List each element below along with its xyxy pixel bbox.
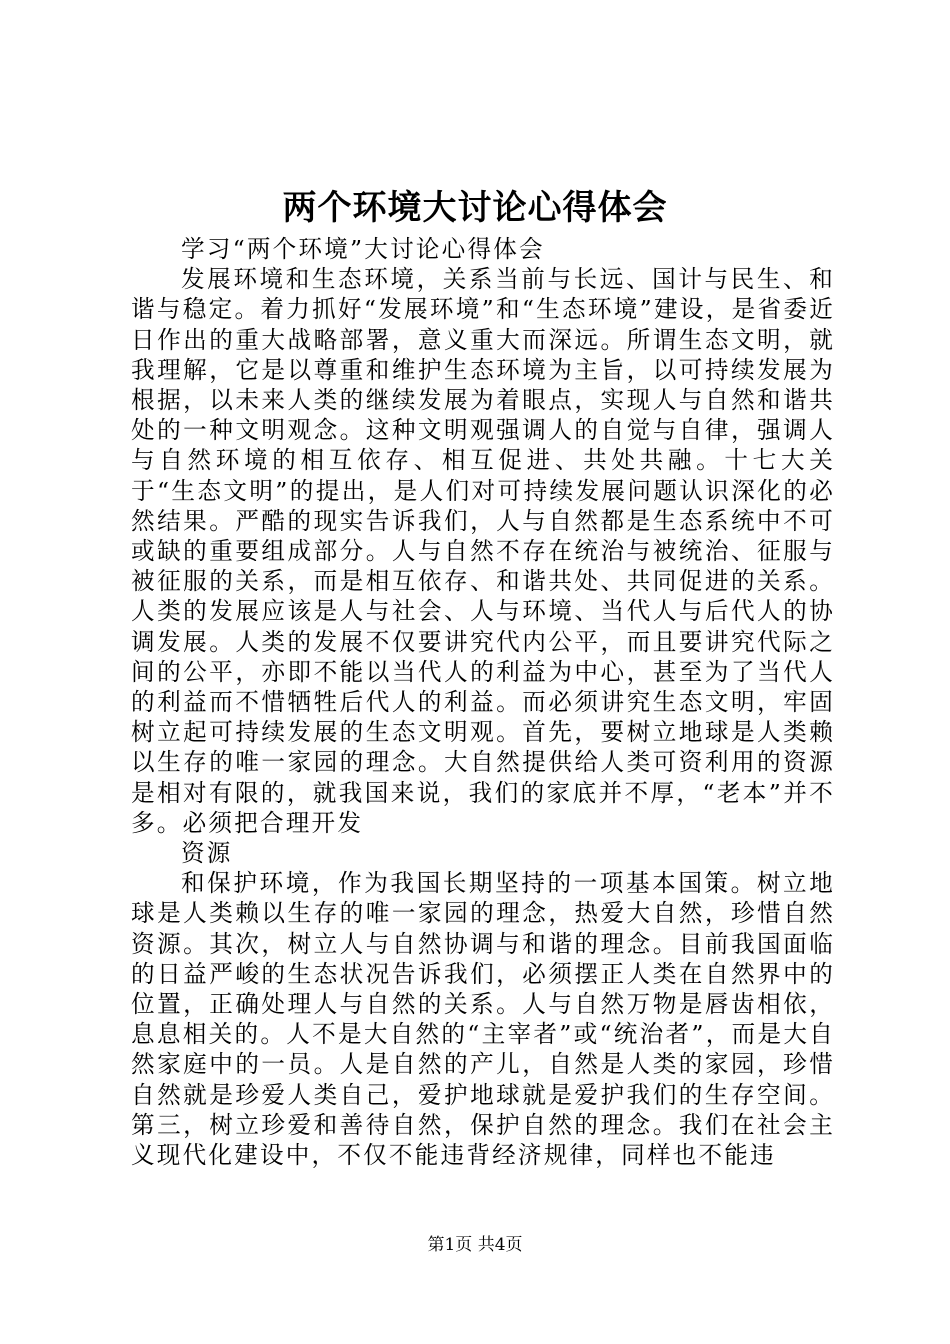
body-paragraph-1: 发展环境和生态环境，关系当前与长远、国计与民生、和谐与稳定。着力抓好“发展环境”和“生态环境”建设，是省委近日作出的重大战略部署，意义重大而深远。所谓生态文明，就我理解，它是以尊重和维护生态环境为主旨，以可持续发展为根据，以未来人类的继续发展为着眼点，实现人与自然和谐共处的一种文明观念。这种文明观强调人的自觉与自律，强调人与自然环境的相互依存、相互促进、共处共融。十七大关于“生态文明”的提出，是人们对可持续发展问题认识深化的必然结果。严酷的现实告诉我们，人与自然都是生态系统中不可或缺的重要组成部分。人与自然不存在统治与被统治、征服与被征服的关系，而是相互依存、和谐共处、共同促进的关系。人类的发展应该是人与社会、人与环境、当代人与后代人的协调发展。人类的发展不仅要讲究代内公平，而且要讲究代际之间的公平，亦即不能以当代人的利益为中心，甚至为了当代人的利益而不惜牺牲后代人的利益。而必须讲究生态文明，牢固树立起可持续发展的生态文明观。首先，要树立地球是人类赖以生存的唯一家园的理念。大自然提供给人类可资利用的资源是相对有限的，就我国来说，我们的家底并不厚，“老本”并不多。必须把合理开发	[131, 265, 835, 837]
document-title: 两个环境大讨论心得体会	[282, 188, 668, 228]
page-number-footer: 第1页 共4页	[427, 1235, 523, 1255]
subtitle-paragraph: 学习“两个环境”大讨论心得体会	[181, 235, 545, 263]
document-body	[131, 234, 835, 1170]
body-paragraph-3: 和保护环境，作为我国长期坚持的一项基本国策。树立地球是人类赖以生存的唯一家园的理念，热爱大自然，珍惜自然资源。其次，树立人与自然协调与和谐的理念。目前我国面临的日益严峻的生态状况告诉我们，必须摆正人类在自然界中的位置，正确处理人与自然的关系。人与自然万物是唇齿相依，息息相关的。人不是大自然的“主宰者”或“统治者”，而是大自然家庭中的一员。人是自然的产儿，自然是人类的家园，珍惜自然就是珍爱人类自己，爱护地球就是爱护我们的生存空间。第三，树立珍爱和善待自然，保护自然的理念。我们在社会主义现代化建设中，不仅不能违背经济规律，同样也不能违	[131, 869, 835, 1170]
body-paragraph-2: 资源	[181, 839, 233, 868]
